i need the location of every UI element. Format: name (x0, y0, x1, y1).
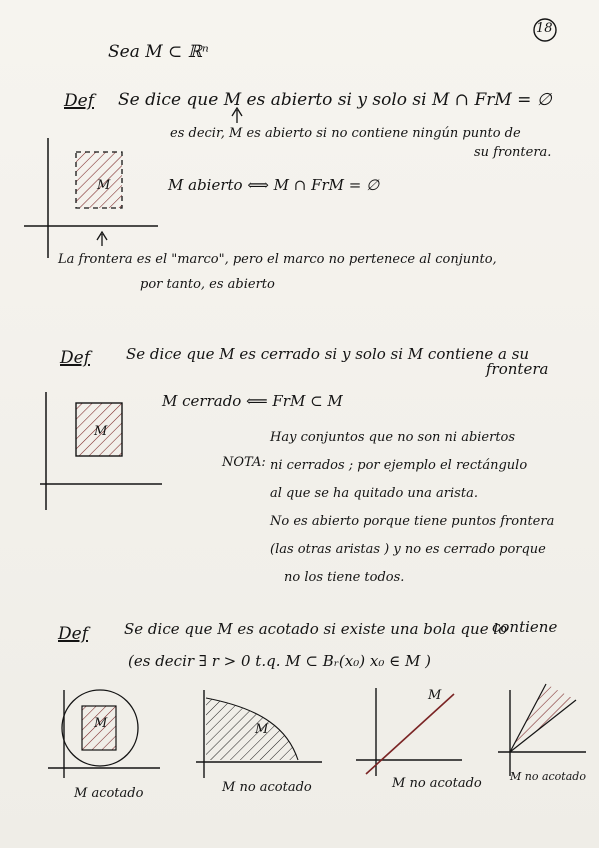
figure-unbounded-3 (498, 684, 586, 776)
def1-caption-line2: por tanto, es abierto (140, 277, 275, 292)
up-arrow-1 (232, 108, 242, 123)
def2-label: Def (60, 348, 90, 368)
nota-line: al que se ha quitado una arista. (270, 486, 478, 501)
caption-unbounded-2: M no acotado (392, 776, 482, 791)
nota-line: no los tiene todos. (284, 570, 405, 585)
nota-line: ni cerrados ; por ejemplo el rectángulo (270, 458, 528, 473)
def1-figure-label: M (97, 178, 111, 193)
def1-explanation-line1: es decir, M es abierto si no contiene ningún punto de (170, 126, 521, 141)
def1-explanation-line2: su frontera. (474, 145, 552, 160)
page-number: 18 (536, 21, 553, 36)
def2-statement: Se dice que M es cerrado si y solo si M contiene a su (126, 345, 530, 363)
up-arrow-2 (97, 232, 107, 246)
figure-open-set (24, 138, 158, 258)
caption-unbounded-3: M no acotado (510, 770, 586, 783)
figure-bounded-label: M (94, 716, 108, 731)
def1-caption-line1: La frontera es el "marco", pero el marco no pertenece al conjunto, (58, 252, 497, 267)
nota-line: Hay conjuntos que no son ni abiertos (270, 430, 516, 445)
def2-statement-line2: frontera (486, 360, 549, 378)
def3-condition: (es decir ∃ r > 0 t.q. M ⊂ Bᵣ(x₀) x₀ ∈ M ) (128, 652, 431, 670)
def3-statement: Se dice que M es acotado si existe una bola que lo (124, 620, 508, 638)
def2-figure-label: M (94, 424, 108, 439)
caption-unbounded-1: M no acotado (222, 780, 312, 795)
nota-block (270, 424, 590, 592)
def1-statement: Se dice que M es abierto si y solo si M ∩ FrM = ∅ (118, 90, 552, 110)
figure-unbounded-2 (356, 688, 462, 776)
figure-closed-set (40, 392, 162, 510)
def1-label: Def (64, 91, 94, 111)
def1-equivalence: M abierto ⟺ M ∩ FrM = ∅ (168, 176, 380, 194)
caption-bounded: M acotado (74, 786, 144, 801)
figure-unbounded2-label: M (428, 688, 442, 703)
def3-label: Def (58, 624, 88, 644)
nota-label: NOTA: (222, 455, 266, 470)
def2-equivalence: M cerrado ⟸ FrM ⊂ M (162, 392, 343, 410)
figure-bounded (48, 690, 160, 778)
page-header: Sea M ⊂ ℝⁿ (108, 42, 209, 62)
figure-unbounded1-label: M (255, 722, 269, 737)
nota-line: No es abierto porque tiene puntos frontera (270, 514, 555, 529)
def3-statement-line2: contiene (492, 618, 558, 636)
nota-line: (las otras aristas ) y no es cerrado porque (270, 542, 546, 557)
